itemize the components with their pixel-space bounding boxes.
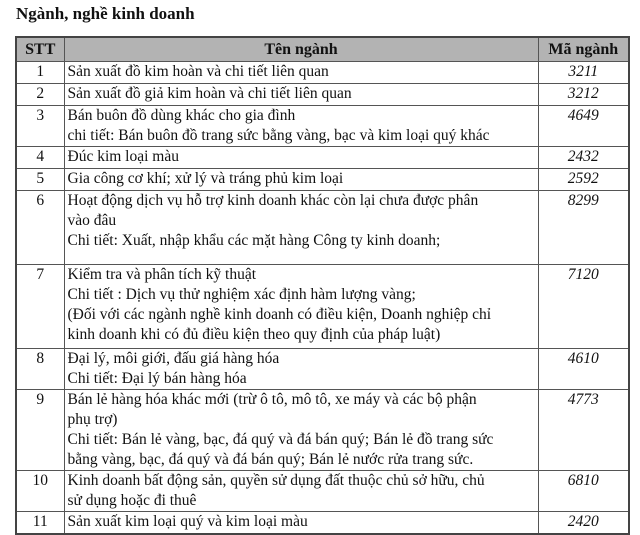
row-name: [64, 84, 538, 106]
row-code: 2432: [538, 147, 629, 169]
row-name-line: Kiểm tra và phân tích kỹ thuật: [67, 266, 257, 283]
row-stt: 4: [16, 147, 64, 169]
row-name-line: Gia công cơ khí; xử lý và tráng phủ kim loại: [67, 170, 344, 187]
row-name-line: Chi tiết: Xuất, nhập khẩu các mặt hàng Công ty kinh doanh;: [67, 232, 441, 249]
row-name-line: Hoạt động dịch vụ hỗ trợ kinh doanh khác còn lại chưa được phân: [67, 192, 479, 209]
row-name: [64, 471, 538, 512]
row-stt: 8: [16, 349, 64, 390]
row-stt: 1: [16, 62, 64, 84]
row-code: 2592: [538, 169, 629, 191]
table-row: [16, 62, 629, 84]
row-name-line: Đúc kim loại màu: [67, 148, 179, 165]
row-name: [64, 349, 538, 390]
table-row: [16, 390, 629, 471]
business-lines-table: [15, 36, 630, 535]
row-name-line: Đại lý, môi giới, đấu giá hàng hóa: [67, 350, 280, 367]
row-name-line: vào đâu: [67, 212, 117, 229]
header-name: Tên ngành: [64, 37, 538, 62]
row-code: 4649: [538, 106, 629, 147]
row-name-line: Chi tiết : Dịch vụ thử nghiệm xác định hàm lượng vàng;: [67, 286, 416, 303]
row-stt: 5: [16, 169, 64, 191]
row-name-line: bằng vàng, bạc, đá quý và đá bán quý; Bán lẻ nước rửa trang sức.: [67, 451, 474, 468]
row-name: [64, 169, 538, 191]
row-name-line: kinh doanh khi có đủ điều kiện theo quy định của pháp luật): [67, 326, 441, 343]
row-name-line: (Đối với các ngành nghề kinh doanh có điều kiện, Doanh nghiệp chỉ: [67, 306, 492, 323]
page-title: Ngành, nghề kinh doanh: [16, 4, 195, 23]
row-code: 2420: [538, 512, 629, 534]
row-name-line: chi tiết: Bán buôn đồ trang sức bằng vàng, bạc và kim loại quý khác: [67, 127, 490, 144]
row-name-line: Chi tiết: Bán lẻ vàng, bạc, đá quý và đá bán quý; Bán lẻ đồ trang sức: [67, 431, 494, 448]
row-name: [64, 265, 538, 349]
row-stt: 7: [16, 265, 64, 349]
row-stt: 3: [16, 106, 64, 147]
row-name: [64, 62, 538, 84]
row-stt: 2: [16, 84, 64, 106]
row-code: 8299: [538, 191, 629, 265]
row-stt: 10: [16, 471, 64, 512]
table-row: [16, 169, 629, 191]
row-stt: 11: [16, 512, 64, 534]
row-code: 6810: [538, 471, 629, 512]
row-code: 3212: [538, 84, 629, 106]
row-code: 4773: [538, 390, 629, 471]
row-name-line: Bán lẻ hàng hóa khác mới (trừ ô tô, mô tô, xe máy và các bộ phận: [67, 391, 477, 408]
table-row: [16, 84, 629, 106]
row-name-line: Bán buôn đồ dùng khác cho gia đình: [67, 107, 296, 124]
row-name: [64, 191, 538, 265]
row-name-line: Kinh doanh bất động sản, quyền sử dụng đất thuộc chủ sở hữu, chủ: [67, 472, 485, 489]
table-row: [16, 471, 629, 512]
row-name: [64, 512, 538, 534]
row-stt: 9: [16, 390, 64, 471]
row-code: 4610: [538, 349, 629, 390]
row-name-line: Sản xuất đồ giả kim hoàn và chi tiết liên quan: [67, 85, 352, 102]
row-name-line: sử dụng hoặc đi thuê: [67, 492, 197, 509]
row-name: [64, 147, 538, 169]
table-row: [16, 147, 629, 169]
row-code: 7120: [538, 265, 629, 349]
row-stt: 6: [16, 191, 64, 265]
table-row: [16, 191, 629, 265]
header-stt: STT: [16, 37, 64, 62]
row-name-line: Sản xuất kim loại quý và kim loại màu: [67, 513, 308, 530]
table-row: [16, 349, 629, 390]
table-row: [16, 265, 629, 349]
row-name: [64, 390, 538, 471]
row-name: [64, 106, 538, 147]
table-row: [16, 106, 629, 147]
row-code: 3211: [538, 62, 629, 84]
table-header-row: [16, 37, 629, 62]
header-code: Mã ngành: [538, 37, 629, 62]
row-name-line: Sản xuất đồ kim hoàn và chi tiết liên quan: [67, 63, 329, 80]
row-name-line: Chi tiết: Đại lý bán hàng hóa: [67, 370, 247, 387]
table-row: [16, 512, 629, 534]
row-name-line: phụ trợ): [67, 411, 118, 428]
